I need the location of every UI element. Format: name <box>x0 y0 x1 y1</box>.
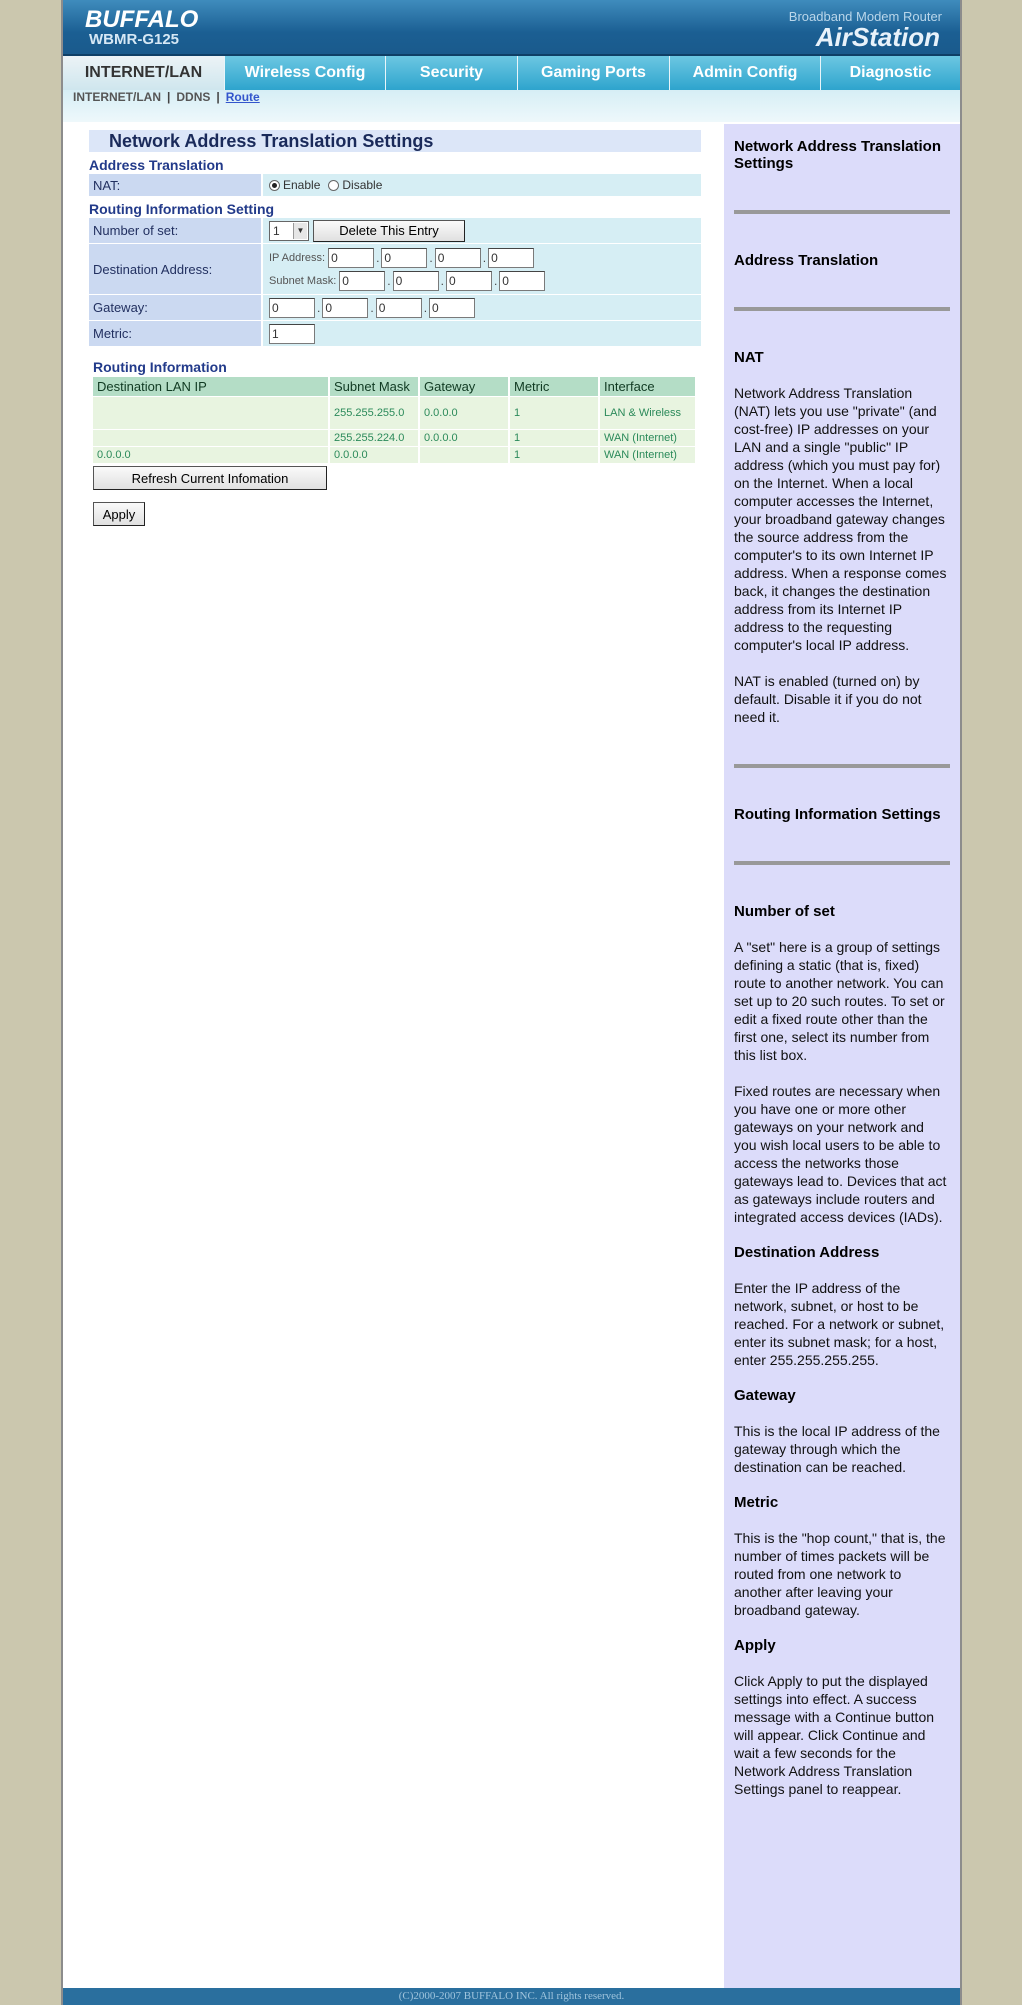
help-panel <box>724 124 960 1988</box>
table-row <box>93 430 695 446</box>
subnav-separator: | <box>216 90 220 104</box>
help-metric-text: This is the "hop count," that is, the number of times packets will be routed from one network to another after leaving your broadband gateway. <box>734 1530 946 1618</box>
subnet-mask-label: Subnet Mask: <box>269 274 337 287</box>
model-name: WBMR-G125 <box>89 31 180 48</box>
ip-address-label: IP Address: <box>269 251 326 264</box>
gateway-octet-4[interactable]: 0 <box>429 298 475 318</box>
col-destination: Destination LAN IP <box>93 377 328 396</box>
cell-subnet: 0.0.0.0 <box>330 447 418 463</box>
help-divider <box>734 307 950 311</box>
tab-wireless-config[interactable]: Wireless Config <box>225 56 386 90</box>
sub-navigation <box>63 90 960 122</box>
gateway-octet-3[interactable]: 0 <box>376 298 422 318</box>
subnav-separator: | <box>167 90 171 104</box>
subnav-route[interactable]: Route <box>225 90 260 104</box>
nat-enable-radio[interactable] <box>269 178 320 192</box>
dest-ip-octet-1[interactable]: 0 <box>328 248 374 268</box>
subnav-ddns[interactable]: DDNS <box>176 90 211 104</box>
help-nat-text-2: NAT is enabled (turned on) by default. Disable it if you do not need it. <box>734 673 922 725</box>
help-nat-text: Network Address Translation (NAT) lets you use "private" (and cost-free) IP addresses on your LAN and a single "public" IP address (which you must pay for) on the Internet. When a local computer accesses the Internet, your broadband gateway changes the source address from the computer's to its own Internet IP address. When a response comes back, it changes the destination address from its Internet IP address to the requesting computer's local IP address. <box>734 385 947 653</box>
metric-label: Metric: <box>89 321 261 346</box>
section-address-translation: Address Translation <box>89 157 224 173</box>
section-routing-setting: Routing Information Setting <box>89 201 275 217</box>
cell-destination: 0.0.0.0 <box>93 447 328 463</box>
dest-mask-octet-1[interactable]: 0 <box>339 271 385 291</box>
dot-separator: . <box>493 273 498 288</box>
cell-gateway: 0.0.0.0 <box>420 397 508 429</box>
cell-gateway: 0.0.0.0 <box>420 430 508 446</box>
product-logo: AirStation <box>815 22 940 52</box>
tab-diagnostic[interactable]: Diagnostic <box>821 56 960 90</box>
cell-gateway <box>420 447 508 463</box>
dest-mask-octet-2[interactable]: 0 <box>393 271 439 291</box>
radio-selected-icon <box>269 180 280 191</box>
nat-enable-label: Enable <box>283 178 321 192</box>
cell-metric: 1 <box>510 430 598 446</box>
cell-interface: WAN (Internet) <box>600 447 695 463</box>
help-nat-title: NAT <box>734 349 764 366</box>
dot-separator: . <box>482 250 487 265</box>
help-gateway-title: Gateway <box>734 1387 796 1404</box>
main-tabs <box>63 56 960 90</box>
help-number-of-set-title: Number of set <box>734 903 835 920</box>
dest-mask-octet-4[interactable]: 0 <box>499 271 545 291</box>
dest-mask-octet-3[interactable]: 0 <box>446 271 492 291</box>
page-title: Network Address Translation Settings <box>89 130 701 152</box>
col-gateway: Gateway <box>420 377 508 396</box>
cell-subnet: 255.255.255.0 <box>330 397 418 429</box>
dest-ip-octet-2[interactable]: 0 <box>381 248 427 268</box>
table-row <box>93 447 695 463</box>
cell-metric: 1 <box>510 397 598 429</box>
help-title: Network Address Translation Settings <box>734 138 941 172</box>
dot-separator: . <box>370 300 374 315</box>
help-divider <box>734 764 950 768</box>
dot-separator: . <box>387 273 391 288</box>
dest-ip-octet-3[interactable]: 0 <box>435 248 481 268</box>
dest-ip-octet-4[interactable]: 0 <box>488 248 534 268</box>
metric-input[interactable]: 1 <box>269 324 315 344</box>
help-divider <box>734 861 950 865</box>
dot-separator: . <box>440 273 444 288</box>
number-of-set-row <box>89 218 701 243</box>
radio-icon <box>328 180 339 191</box>
help-number-of-set-text: A "set" here is a group of settings defining a static (that is, fixed) route to another network. You can set up to 20 such routes. To set or edit a fixed route other than the first one, select its number from this list box. <box>734 939 945 1063</box>
tab-security[interactable]: Security <box>386 56 518 90</box>
nat-disable-radio[interactable] <box>328 178 382 192</box>
help-destination-text: Enter the IP address of the network, subnet, or host to be reached. For a network or subnet, enter its subnet mask; for a host, enter 255.255.255.255. <box>734 1280 945 1368</box>
gateway-row <box>89 295 701 320</box>
help-divider <box>734 210 950 214</box>
dot-separator: . <box>376 250 380 265</box>
delete-entry-button[interactable]: Delete This Entry <box>313 220 465 242</box>
help-number-of-set-text-2: Fixed routes are necessary when you have one or more other gateways on your network and you wish local users to be able to access the networks those gateways lead to. Devices that act as gateways include routers and integrated access devices (IADs). <box>734 1083 947 1225</box>
number-of-set-value: 1 <box>273 223 280 238</box>
nat-disable-label: Disable <box>342 178 383 192</box>
help-apply-title: Apply <box>734 1637 776 1654</box>
apply-button[interactable]: Apply <box>93 502 145 526</box>
footer-copyright: (C)2000-2007 BUFFALO INC. All rights reserved. <box>63 1988 960 2005</box>
gateway-label: Gateway: <box>89 295 261 320</box>
tab-admin-config[interactable]: Admin Config <box>670 56 821 90</box>
main-content <box>89 130 701 526</box>
dot-separator: . <box>317 300 321 315</box>
nat-row <box>89 174 701 196</box>
help-address-translation: Address Translation <box>734 252 879 269</box>
destination-label: Destination Address: <box>89 244 261 294</box>
number-of-set-label: Number of set: <box>89 218 261 243</box>
cell-destination <box>93 397 328 429</box>
subnav-internet-lan[interactable]: INTERNET/LAN <box>73 90 161 104</box>
col-metric: Metric <box>510 377 598 396</box>
dot-separator: . <box>423 300 428 315</box>
brand-logo: BUFFALO <box>85 6 199 33</box>
cell-subnet: 255.255.224.0 <box>330 430 418 446</box>
product-tagline: Broadband Modem Router <box>788 9 942 24</box>
col-subnet-mask: Subnet Mask <box>330 377 418 396</box>
help-destination-title: Destination Address <box>734 1244 880 1261</box>
tab-internet-lan[interactable]: INTERNET/LAN <box>63 56 225 90</box>
cell-destination <box>93 430 328 446</box>
header <box>63 0 960 56</box>
page-frame <box>61 0 962 2005</box>
table-row <box>93 397 695 429</box>
help-gateway-text: This is the local IP address of the gateway through which the destination can be reached. <box>734 1423 940 1475</box>
dot-separator: . <box>429 250 433 265</box>
gateway-octet-2[interactable]: 0 <box>322 298 368 318</box>
nat-label: NAT: <box>89 174 261 196</box>
routing-table <box>91 376 697 464</box>
metric-row <box>89 321 701 346</box>
cell-interface: WAN (Internet) <box>600 430 695 446</box>
refresh-button[interactable]: Refresh Current Infomation <box>93 466 327 490</box>
gateway-octet-1[interactable]: 0 <box>269 298 315 318</box>
tab-gaming-ports[interactable]: Gaming Ports <box>518 56 670 90</box>
destination-row <box>89 244 701 294</box>
dropdown-arrow-icon: ▼ <box>293 223 307 239</box>
cell-interface: LAN & Wireless <box>600 397 695 429</box>
help-routing-title: Routing Information Settings <box>734 806 941 823</box>
cell-metric: 1 <box>510 447 598 463</box>
help-apply-text: Click Apply to put the displayed settings into effect. A success message with a Continue button will appear. Click Continue and wait a few seconds for the Network Address Translation Settings panel to reappear. <box>734 1673 935 1797</box>
help-metric-title: Metric <box>734 1494 779 1511</box>
col-interface: Interface <box>600 377 695 396</box>
number-of-set-select[interactable] <box>269 221 309 241</box>
section-routing-info: Routing Information <box>93 359 227 375</box>
